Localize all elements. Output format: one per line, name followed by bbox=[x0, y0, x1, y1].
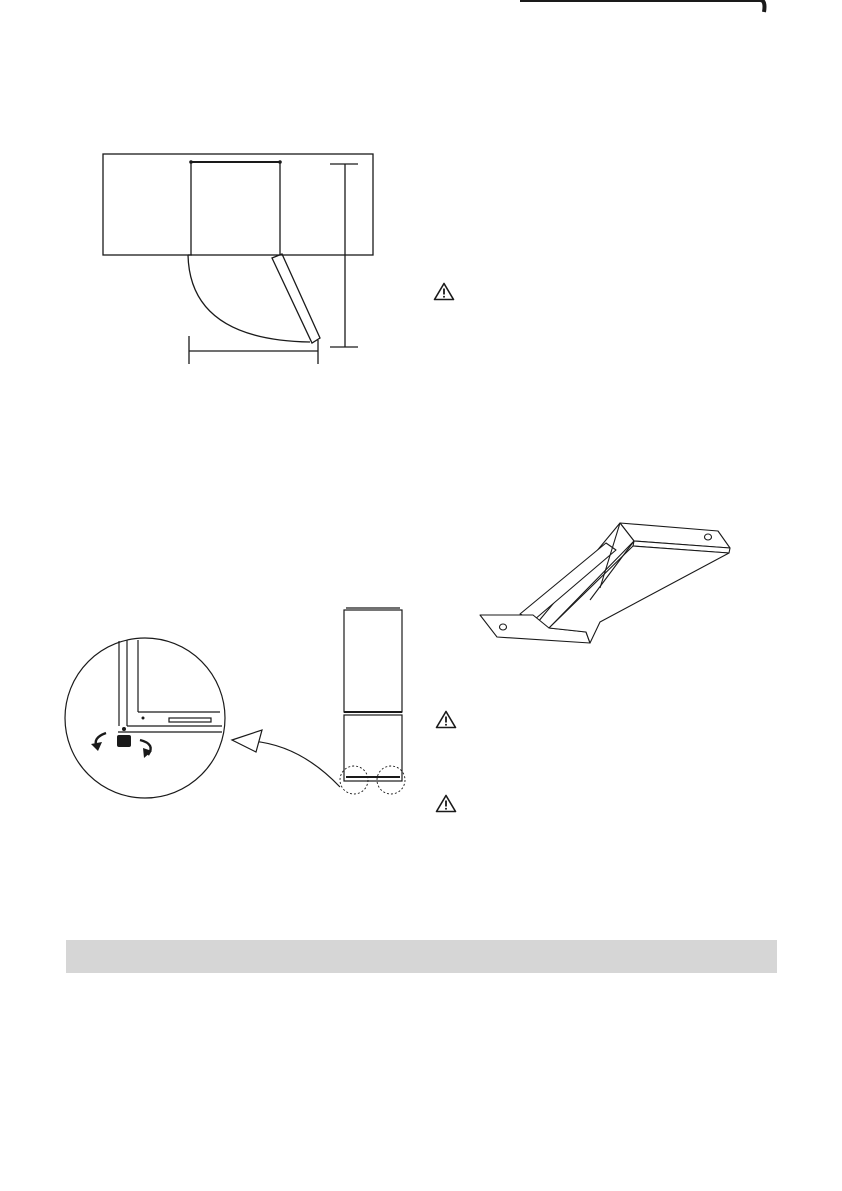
fridge-upper-body bbox=[344, 610, 402, 712]
foot-highlight-right bbox=[377, 766, 405, 794]
warning-triangle-icon bbox=[435, 794, 457, 813]
adjustable-foot bbox=[117, 735, 131, 747]
section-heading-bar bbox=[66, 940, 777, 973]
warning-triangle-icon bbox=[435, 710, 457, 729]
fridge-lower-body bbox=[344, 715, 402, 781]
detail-pointer-arrow bbox=[252, 741, 340, 787]
